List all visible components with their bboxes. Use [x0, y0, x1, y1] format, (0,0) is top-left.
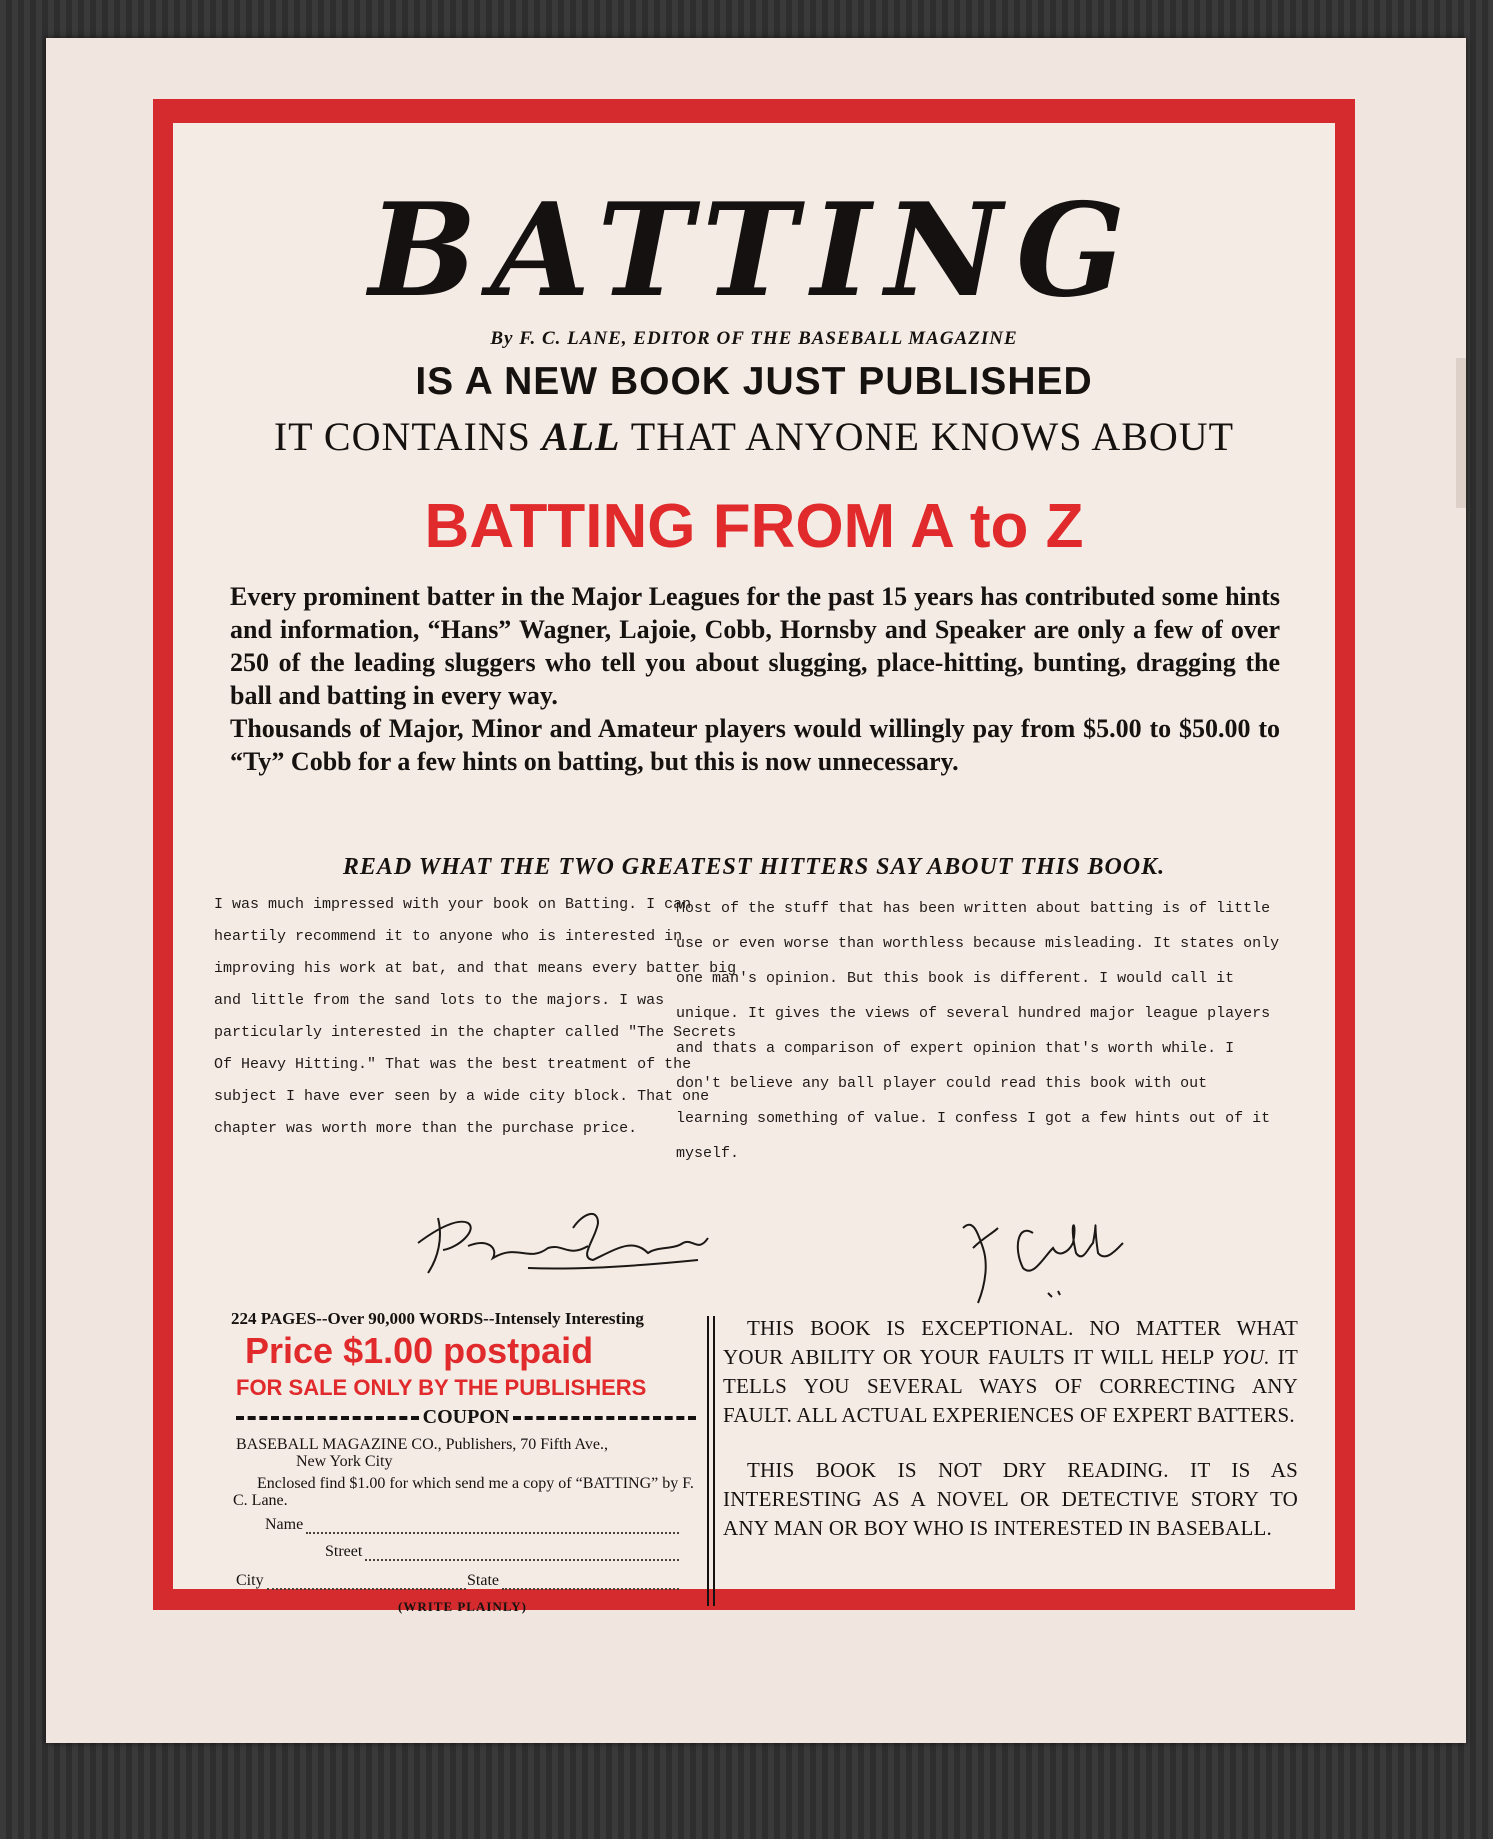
- column-divider: [707, 1316, 715, 1606]
- city-label: City: [236, 1572, 264, 1589]
- coupon-city-field[interactable]: [236, 1572, 466, 1590]
- ad-title: BATTING: [368, 176, 1140, 326]
- coupon-state-field[interactable]: [467, 1572, 679, 1590]
- headline-contains: [173, 413, 1335, 460]
- pages-line: 224 PAGES--Over 90,000 WORDS--Intensely Interesting: [231, 1309, 644, 1328]
- coupon-divider: [236, 1406, 696, 1429]
- headline-new-book: IS A NEW BOOK JUST PUBLISHED: [415, 360, 1093, 403]
- price: Price $1.00 postpaid: [245, 1330, 594, 1371]
- page-edge: [1456, 358, 1466, 508]
- address-line-2: New York City: [296, 1453, 393, 1470]
- headline-contains-post: THAT ANYONE KNOWS ABOUT: [620, 414, 1235, 459]
- cobb-testimonial: Most of the stuff that has been written about batting is of little use or even worse than worthless because misleading. It states only one man's opinion. But this book is different. I would call it unique. It gives the views of several hundred major league players and thats a comparison of expert opinion that's worth while. I don't believe any ball player could read this book with out learning something of value. I confess I got a few hints out of it myself.: [676, 900, 1280, 1162]
- testimonials-heading: READ WHAT THE TWO GREATEST HITTERS SAY ABOUT THIS BOOK.: [342, 854, 1166, 880]
- intro-text: [230, 580, 1280, 778]
- for-sale-note: FOR SALE ONLY BY THE PUBLISHERS: [236, 1375, 647, 1400]
- pitch-paragraph-2: [723, 1456, 1298, 1543]
- red-headline: BATTING FROM A to Z: [424, 492, 1084, 561]
- headline-contains-em: ALL: [541, 414, 621, 459]
- pitch-paragraph-1: [723, 1314, 1298, 1430]
- name-blank: [306, 1520, 679, 1534]
- state-blank: [502, 1576, 679, 1590]
- pitch-1-em: YOU.: [1221, 1345, 1270, 1369]
- state-label: State: [467, 1572, 499, 1589]
- publisher-address: [236, 1436, 696, 1470]
- coupon-dash-right: [513, 1416, 696, 1420]
- write-plainly-note: (WRITE PLAINLY): [398, 1599, 528, 1614]
- pitch-2-text: THIS BOOK IS NOT DRY READING. IT IS AS INTERESTING AS A NOVEL OR DETECTIVE STORY TO ANY MAN OR BOY WHO IS INTERESTED IN BASEBALL.: [723, 1458, 1298, 1540]
- hornsby-signature: [398, 1188, 728, 1283]
- name-label: Name: [265, 1516, 304, 1533]
- street-blank: [365, 1547, 679, 1561]
- intro-paragraph-1: Every prominent batter in the Major Leagues for the past 15 years has contributed some hints and information, “Hans” Wagner, Lajoie, Cobb, Hornsby and Speaker are only a few of over 250 of the leading sluggers who tell you about slugging, place-hitting, bunting, dragging the ball and batting in every way.: [230, 582, 1280, 710]
- intro-paragraph-2: Thousands of Major, Minor and Amateur players would willingly pay from $5.00 to $50.00 to “Ty” Cobb for a few hints on batting, but this is now unnecessary.: [230, 714, 1280, 776]
- coupon-dash-left: [236, 1416, 419, 1420]
- street-label: Street: [325, 1543, 363, 1560]
- pitch-1-pre: THIS BOOK IS EXCEPTIONAL. NO MATTER WHAT YOUR ABILITY OR YOUR FAULTS IT WILL HELP: [723, 1316, 1298, 1369]
- city-blank: [267, 1576, 466, 1590]
- address-line-1: BASEBALL MAGAZINE CO., Publishers, 70 Fifth Ave.,: [236, 1436, 608, 1453]
- coupon-label: COUPON: [422, 1406, 510, 1428]
- advertisement-panel: [173, 123, 1335, 1614]
- hornsby-testimonial: I was much impressed with your book on Batting. I can heartily recommend it to anyone who is interested in improving his work at bat, and that means every batter big and little from the sand lots to the majors. I was particularly interested in the chapter called "The Secrets Of Heavy Hitting." That was the best treatment of the subject I have ever seen by a wide city block. That one chapter was worth more than the purchase price.: [214, 896, 737, 1137]
- pitch-1-post: IT TELLS YOU SEVERAL WAYS OF CORRECTING ANY FAULT. ALL ACTUAL EXPERIENCES OF EXPERT BATTERS.: [723, 1345, 1298, 1427]
- coupon-street-field[interactable]: [325, 1543, 679, 1561]
- magazine-back-cover: [46, 38, 1466, 1743]
- coupon-name-field[interactable]: [265, 1516, 679, 1534]
- coupon-enclosed-text: Enclosed find $1.00 for which send me a copy of “BATTING” by F. C. Lane.: [233, 1475, 694, 1509]
- cobb-signature: [948, 1193, 1148, 1313]
- byline: By F. C. LANE, EDITOR OF THE BASEBALL MAGAZINE: [490, 328, 1018, 349]
- headline-contains-pre: IT CONTAINS: [273, 414, 542, 459]
